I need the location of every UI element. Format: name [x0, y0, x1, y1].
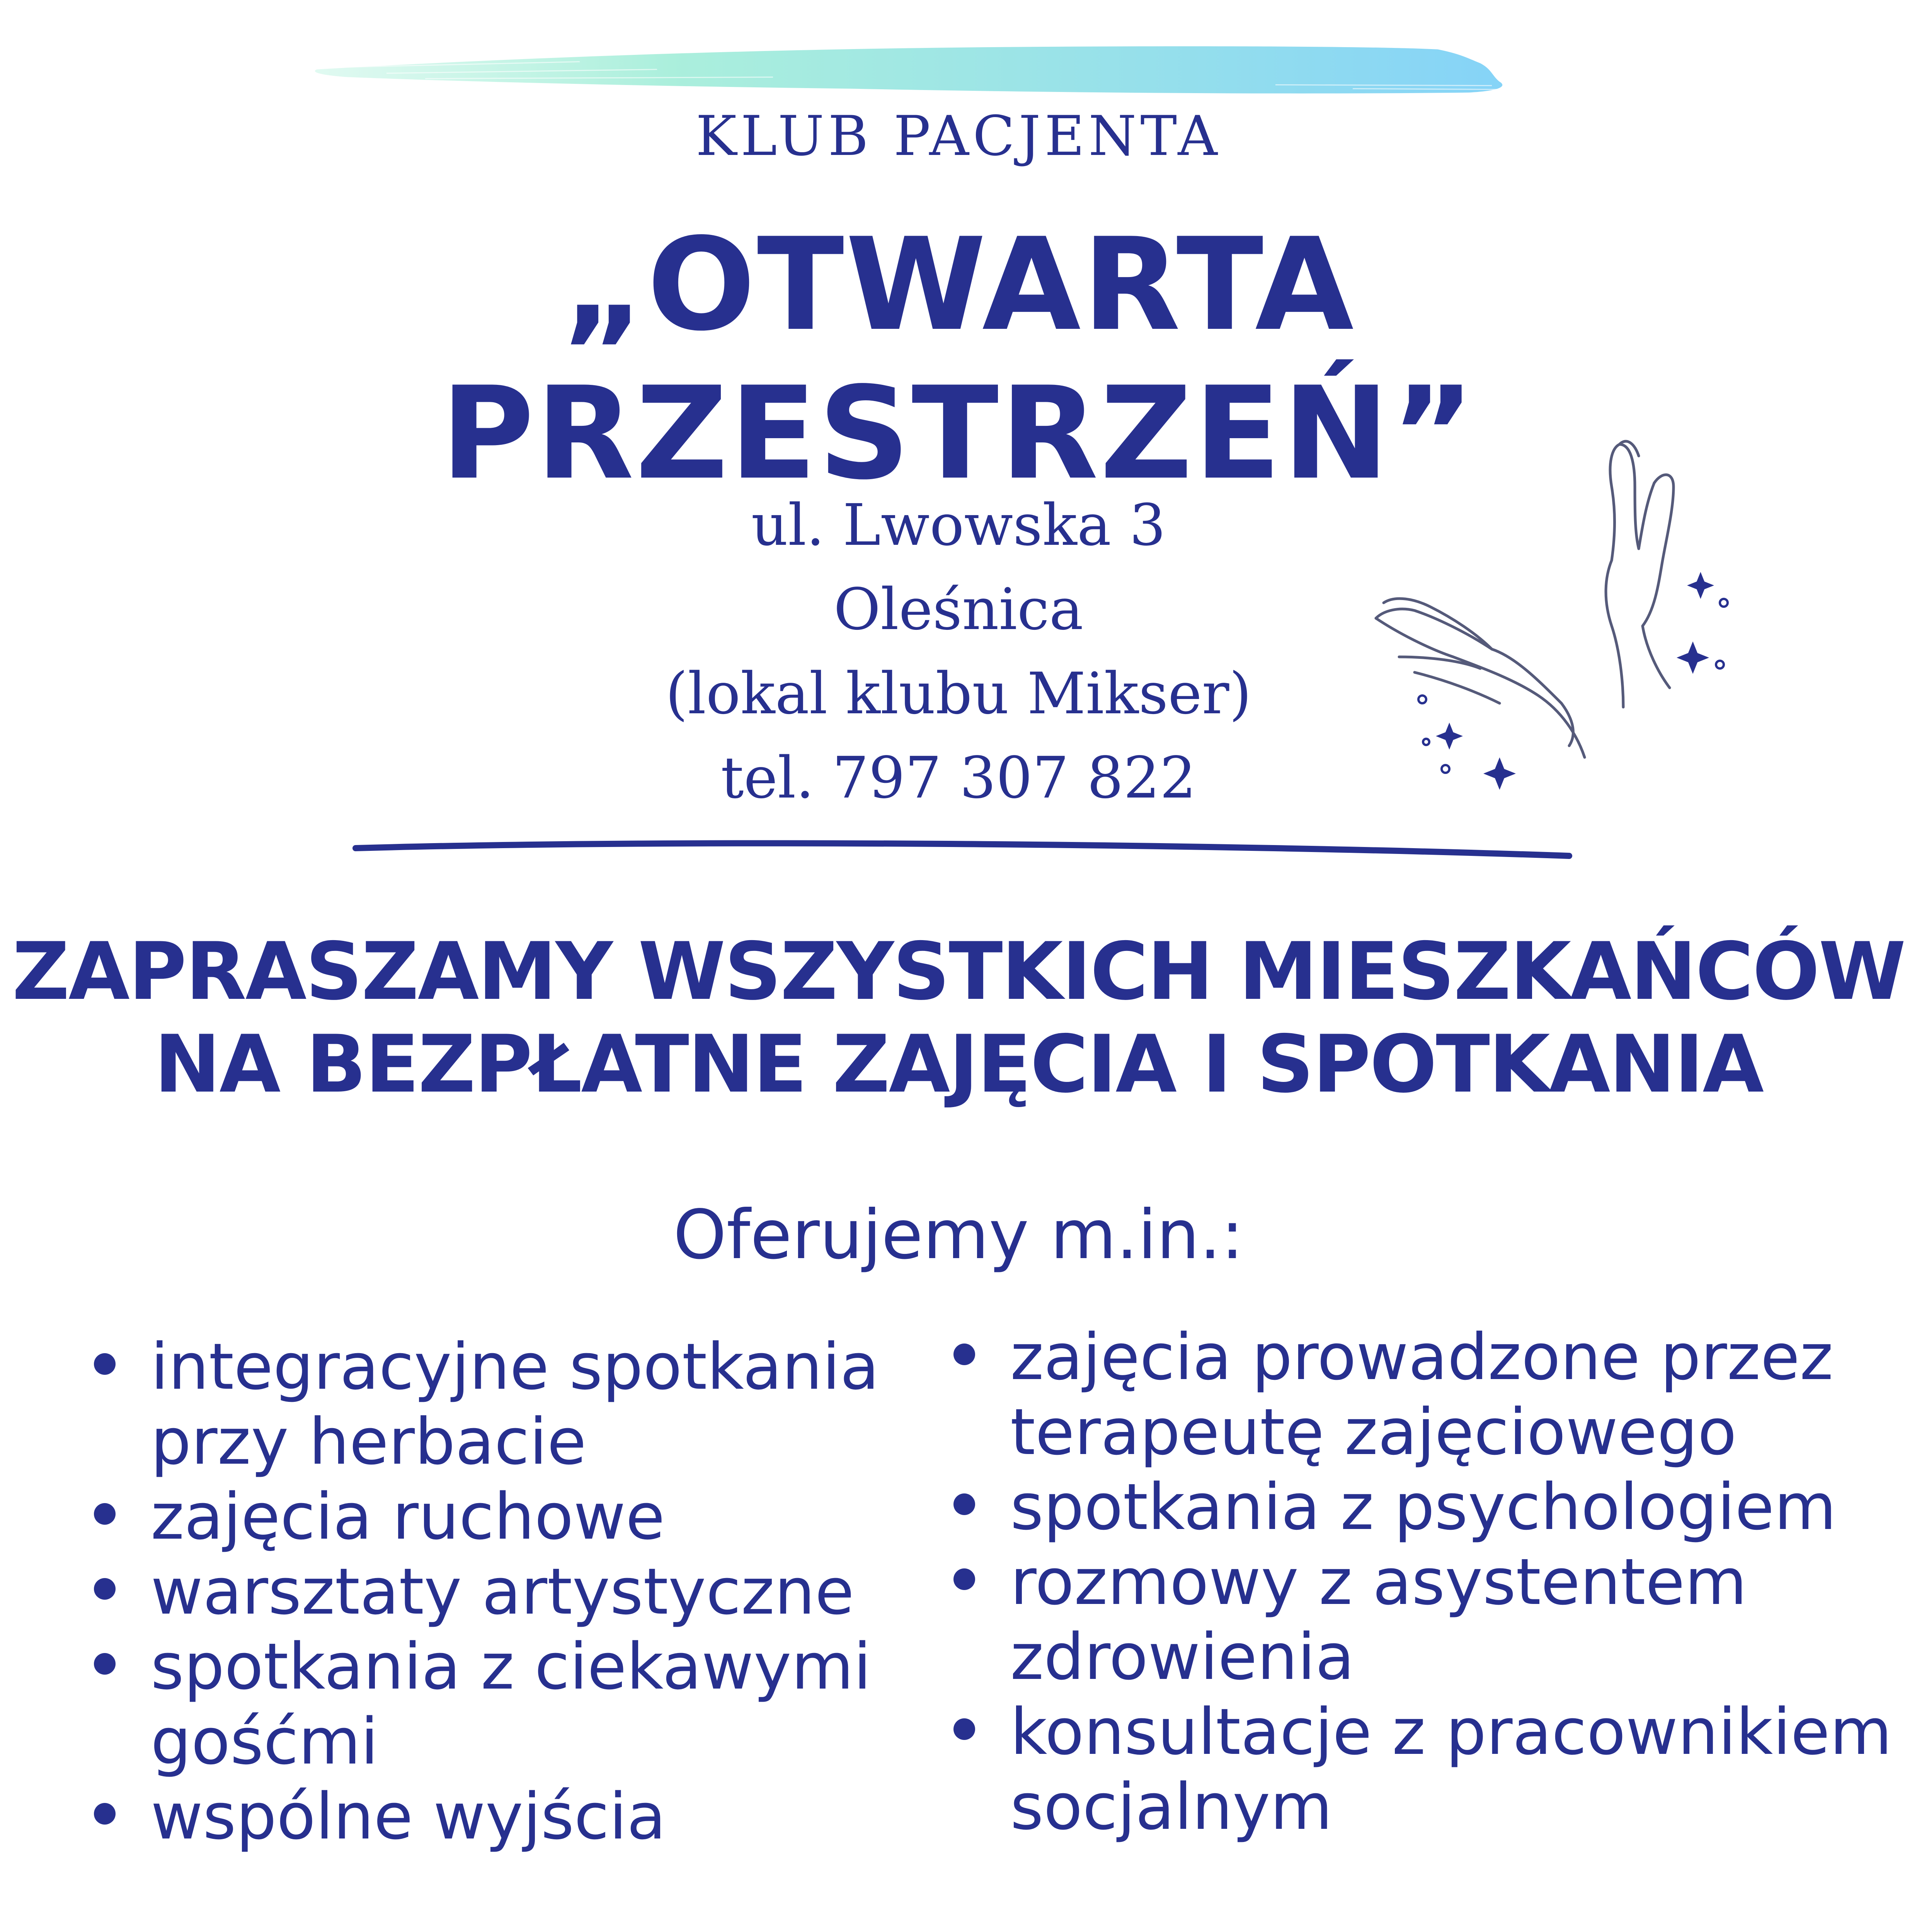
title-line-1: „OTWARTA: [562, 211, 1355, 359]
list-item: integracyjne spotkania przy herbacie: [88, 1329, 907, 1479]
address-street: ul. Lwowska 3: [751, 492, 1166, 558]
list-item: konsultacje z pracownikiem socjalnym: [948, 1694, 1891, 1844]
list-item: zajęcia prowadzone przez terapeutę zajęciowego: [948, 1320, 1891, 1469]
bullet-icon: [953, 1568, 975, 1590]
offer-list-left: [88, 1329, 907, 1854]
offer-list-right: [948, 1320, 1891, 1844]
bullet-icon: [953, 1344, 975, 1365]
list-item: spotkania z ciekawymi gośćmi: [88, 1629, 907, 1779]
list-item: warsztaty artystyczne: [88, 1554, 907, 1629]
bullet-icon: [94, 1503, 116, 1525]
bullet-icon: [953, 1493, 975, 1515]
title-line-2: PRZESTRZEŃ”: [441, 359, 1476, 508]
bullet-icon: [94, 1803, 116, 1825]
address-venue: (lokal klubu Mikser): [665, 660, 1252, 727]
headline-line-1: ZAPRASZAMY WSZYSTKICH MIESZKAŃCÓW: [12, 926, 1905, 1018]
bullet-icon: [94, 1353, 116, 1375]
address-city: Oleśnica: [834, 576, 1083, 643]
address-phone: tel. 797 307 822: [720, 745, 1197, 811]
club-label: KLUB PACJENTA: [696, 104, 1221, 168]
list-item: rozmowy z asystentem zdrowienia: [948, 1544, 1891, 1694]
headline-line-2: NA BEZPŁATNE ZAJĘCIA I SPOTKANIA: [154, 1019, 1763, 1111]
bullet-icon: [94, 1578, 116, 1600]
offer-intro: Oferujemy m.in.:: [673, 1196, 1244, 1274]
list-item: spotkania z psychologiem: [948, 1469, 1891, 1544]
bullet-icon: [94, 1653, 116, 1675]
list-item: wspólne wyjścia: [88, 1779, 907, 1854]
invitation-headline: [0, 925, 1917, 1111]
list-item: zajęcia ruchowe: [88, 1479, 907, 1554]
bullet-icon: [953, 1718, 975, 1740]
